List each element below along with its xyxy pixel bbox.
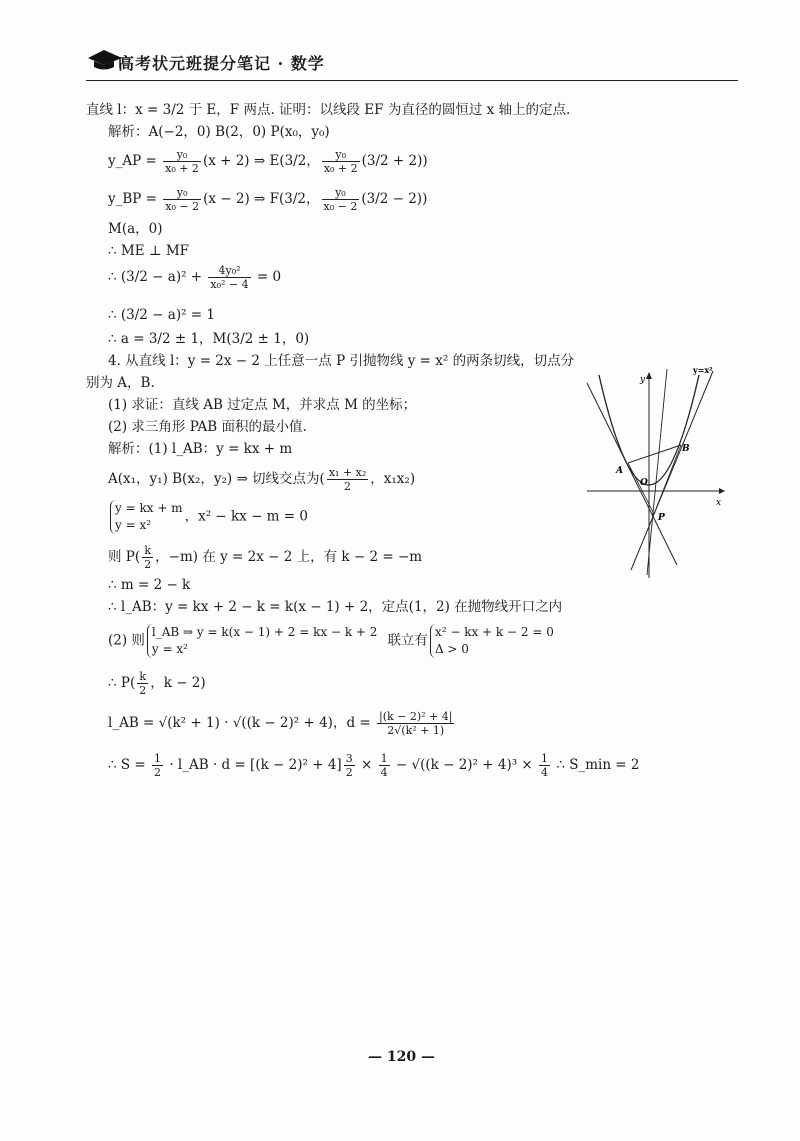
part-2-system: (2) 则 l_AB ⇒ y = k(x − 1) + 2 = kx − k + 2 y = x² 联立有 x² − kx + k − 2 = 0 Δ > 0 <box>108 625 554 656</box>
page-number: — 120 — <box>368 1049 435 1065</box>
fraction: $\frac{1}{4}$ <box>541 752 549 779</box>
point-p-label: P <box>658 513 665 523</box>
fraction: $\frac{k}{2}$ <box>144 544 152 571</box>
fraction: $\frac{\text{4y₀²}}{\text{x₀² − 4}}$ <box>210 264 249 291</box>
solution-3-points: 解析：A(−2，0) B(2，0) P(x₀，y₀) <box>108 124 330 140</box>
fraction: $\frac{k}{2}$ <box>139 670 147 697</box>
curve-label: y=x² <box>693 365 713 375</box>
area-formula: ∴ S = $\frac{1}{2}$ · l_AB · d = [(k − 2)² + 4] $\frac{3}{2}$ × $\frac{1}{4}$ − √((k − 2)² + 4)³ × $\frac{1}{4}$ ∴ S_min = 2 <box>108 752 640 779</box>
fraction: $\frac{\text{y₀}}{\text{x₀ + 2}}$ <box>165 148 199 175</box>
problem-4-part-2: (2) 求三角形 PAB 面积的最小值. <box>108 419 307 435</box>
point-p-condition: 则 P( $\frac{k}{2}$ ，−m) 在 y = 2x − 2 上，有 k − 2 = −m <box>108 544 423 571</box>
tangent-line-b <box>631 371 713 570</box>
parabola-tangent-figure <box>585 365 725 580</box>
fraction: $\frac{\text{x₁ + x₂}}{2}$ <box>328 466 367 493</box>
fraction: $\frac{\text{y₀}}{\text{x₀ − 2}}$ <box>165 186 200 213</box>
line-l <box>647 369 667 575</box>
equation-system: l_AB ⇒ y = k(x − 1) + 2 = kx − k + 2 y = x² <box>147 624 378 658</box>
problem-4-part-1: (1) 求证：直线 AB 过定点 M，并求点 M 的坐标； <box>108 397 417 413</box>
problem-4-text: 4. 从直线 l：y = 2x − 2 上任意一点 P 引抛物线 y = x² 的两条切线，切点分 <box>108 353 575 369</box>
problem-3-text: 直线 l：x = 3/2 于 E，F 两点. 证明：以线段 EF 为直径的圆恒过 x 轴上的定点. <box>86 102 571 118</box>
line-y-bp: y_BP = $\frac{\text{y₀}}{\text{x₀ − 2}}$ (x − 2) ⇒ F(3/2， $\frac{\text{y₀}}{\text{x₀ − 2}}$ (3/2 − 2)) <box>108 186 428 213</box>
problem-4-text-cont: 别为 A，B. <box>86 375 155 391</box>
point-m: M(a，0) <box>108 221 163 237</box>
fraction: $\frac{1}{4}$ <box>380 752 388 779</box>
line-y-ap: y_AP = $\frac{\text{y₀}}{\text{x₀ + 2}}$ (x + 2) ⇒ E(3/2， $\frac{\text{y₀}}{\text{x₀ + 2}}$ (3/2 + 2)) <box>108 148 428 175</box>
x-axis-arrow <box>719 488 725 494</box>
fraction: $\frac{\text{y₀}}{\text{x₀ − 2}}$ <box>323 186 358 213</box>
simplified-equation: ∴ (3/2 − a)² = 1 <box>108 307 215 323</box>
point-a-label: A <box>616 466 623 476</box>
dot-product-equation: ∴ (3/2 − a)² + $\frac{\text{4y₀²}}{\text{x₀² − 4}}$ = 0 <box>108 264 282 291</box>
equation-system: y = kx + m y = x² <box>110 500 183 534</box>
origin-label: O <box>640 478 648 488</box>
solution-4-line-ab: 解析：(1) l_AB：y = kx + m <box>108 441 293 457</box>
header-divider <box>86 80 738 81</box>
y-axis-label: y <box>640 375 646 385</box>
fraction: $\frac{1}{2}$ <box>154 752 162 779</box>
system-line-parabola: y = kx + m y = x² ，x² − kx − m = 0 <box>108 500 308 534</box>
y-axis-arrow <box>646 372 652 379</box>
segment-ap <box>628 463 654 514</box>
fixed-point-conclusion: ∴ l_AB：y = kx + 2 − k = k(x − 1) + 2，定点(1，2) 在抛物线开口之内 <box>108 599 563 615</box>
point-p-result: ∴ P( $\frac{k}{2}$ ，k − 2) <box>108 670 206 697</box>
tangent-intersection: A(x₁，y₁) B(x₂，y₂) ⇒ 切线交点为( $\frac{\text{x₁ + x₂}}{2}$ ，x₁x₂) <box>108 466 416 493</box>
fraction: $\frac{\text{|(k − 2)² + 4|}}{\text{2√(k² + 1)}}$ <box>378 710 453 737</box>
segment-bp <box>654 445 681 514</box>
tangent-line-a <box>587 383 677 565</box>
m-value: ∴ m = 2 − k <box>108 577 191 593</box>
equation-system: x² − kx + k − 2 = 0 Δ > 0 <box>430 624 554 658</box>
x-axis-label: x <box>716 498 722 508</box>
fraction: $\frac{\text{y₀}}{\text{x₀ + 2}}$ <box>323 148 358 175</box>
chord-length-distance: l_AB = √(k² + 1) · √((k − 2)² + 4)，d = $\frac{\text{|(k − 2)² + 4|}}{\text{2√(k² + 1)}}$ <box>108 710 453 737</box>
header-title: 高考状元班提分笔记 · 数学 <box>118 54 325 73</box>
fraction: $\frac{3}{2}$ <box>345 752 353 779</box>
point-b-label: B <box>682 444 690 454</box>
perpendicular-condition: ∴ ME ⊥ MF <box>108 243 190 259</box>
answer-m: ∴ a = 3/2 ± 1，M(3/2 ± 1，0) <box>108 331 310 347</box>
